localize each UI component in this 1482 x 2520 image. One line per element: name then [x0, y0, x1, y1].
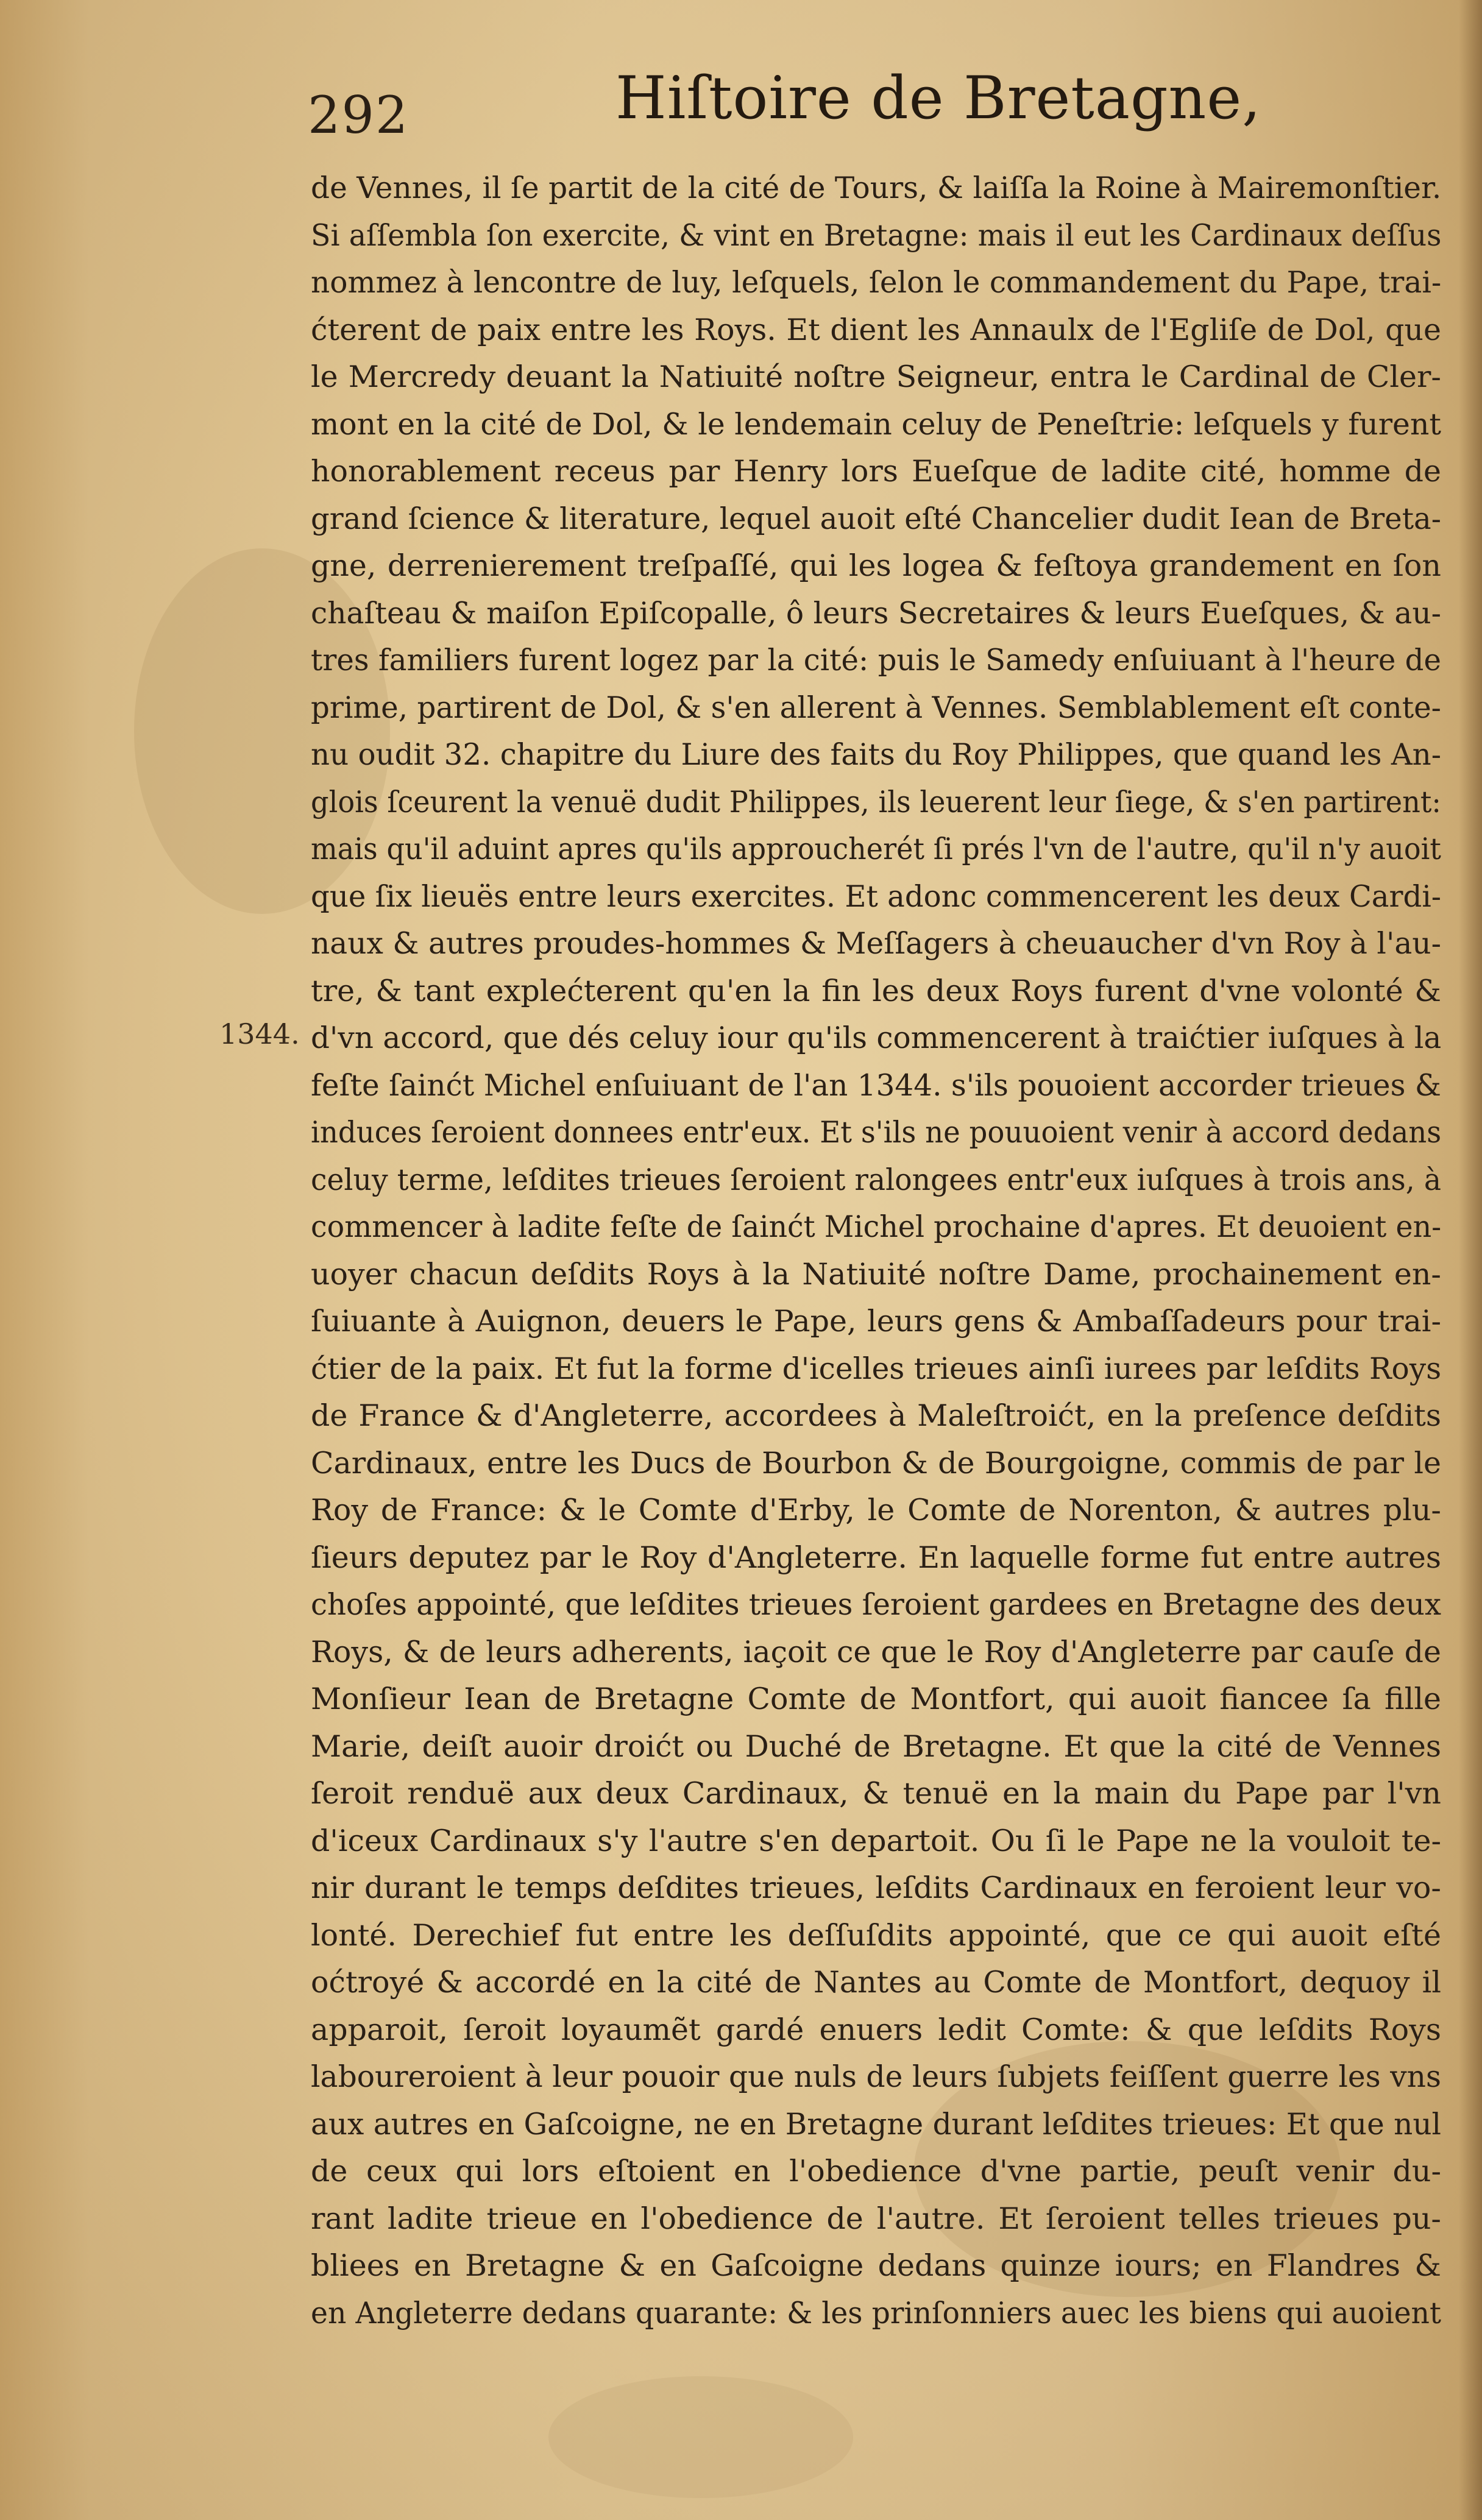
text-line: gne, derrenierement treſpaſſé, qui les logea & feſtoya grandement en ſon [311, 548, 1441, 583]
text-line: ſuiuante à Auignon, deuers le Pape, leurs gens & Ambaſſadeurs pour trai- [311, 1304, 1441, 1339]
text-line: de Vennes, il ſe partit de la cité de Tours, & laiſſa la Roine à Mairemonſtier. [311, 171, 1442, 205]
text-line: d'iceux Cardinaux s'y l'autre s'en departoit. Ou ſi le Pape ne la vouloit te- [311, 1823, 1441, 1858]
main-text-block [311, 165, 1441, 2337]
text-line: glois ſceurent la venuë dudit Philippes, ils leuerent leur ſiege, & s'en partirent: [311, 784, 1441, 819]
text-line: mais qu'il aduint apres qu'ils approucherét ſi prés l'vn de l'autre, qu'il n'y auoit [311, 832, 1441, 866]
binding-gutter-shadow [1459, 0, 1482, 2520]
text-line: commencer à ladite feſte de ſainćt Michel prochaine d'apres. Et deuoient en- [311, 1209, 1442, 1244]
running-title: Hiſtoire de Bretagne, [615, 64, 1261, 132]
text-line: rant ladite trieue en l'obedience de l'autre. Et ſeroient telles trieues pu- [311, 2201, 1441, 2236]
paper-stain [548, 2376, 853, 2498]
text-line: ſieurs deputez par le Roy d'Angleterre. En laquelle forme fut entre autres [311, 1540, 1441, 1575]
text-line: ſeroit renduë aux deux Cardinaux, & tenuë en la main du Pape par l'vn [311, 1776, 1441, 1811]
text-line: chaſteau & maiſon Epiſcopalle, ô leurs Secretaires & leurs Eueſques, & au- [311, 595, 1442, 631]
text-line: prime, partirent de Dol, & s'en allerent à Vennes. Semblablement eſt conte- [311, 690, 1441, 725]
text-line: uoyer chacun deſdits Roys à la Natiuité noſtre Dame, prochainement en- [311, 1256, 1441, 1292]
text-line: lonté. Derechief fut entre les deſſuſdits appointé, que ce qui auoit eſté [311, 1917, 1441, 1953]
text-line: induces ſeroient donnees entr'eux. Et s'ils ne pouuoient venir à accord dedans [311, 1115, 1442, 1150]
text-line: Cardinaux, entre les Ducs de Bourbon & de Bourgoigne, commis de par le [311, 1445, 1441, 1481]
text-line: Monſieur Iean de Bretagne Comte de Montfort, qui auoit fiancee ſa fille [311, 1682, 1441, 1716]
text-line: choſes appointé, que leſdites trieues ſeroient gardees en Bretagne des deux [311, 1587, 1441, 1622]
text-line: d'vn accord, que dés celuy iour qu'ils commencerent à traićtier iuſques à la [311, 1021, 1442, 1055]
text-line: ćterent de paix entre les Roys. Et dient les Annaulx de l'Egliſe de Dol, que [311, 312, 1441, 347]
text-line: que ſix lieuës entre leurs exercites. Et adonc commencerent les deux Cardi- [311, 879, 1441, 914]
text-line: tre, & tant explećterent qu'en la fin les deux Roys furent d'vne volonté & [311, 973, 1441, 1008]
text-line: Marie, deiſt auoir droićt ou Duché de Bretagne. Et que la cité de Vennes [311, 1729, 1441, 1764]
text-line: bliees en Bretagne & en Gaſcoigne dedans quinze iours; en Flandres & [311, 2248, 1441, 2283]
text-line: feſte ſainćt Michel enſuiuant de l'an 1344. s'ils pouoient accorder trieues & [311, 1067, 1441, 1103]
text-line: le Mercredy deuant la Natiuité noſtre Seigneur, entra le Cardinal de Cler- [311, 359, 1441, 394]
text-line: grand ſcience & literature, lequel auoit eſté Chancelier dudit Iean de Breta- [311, 501, 1441, 536]
text-line: oćtroyé & accordé en la cité de Nantes au Comte de Montfort, dequoy il [311, 1965, 1441, 2000]
text-line: de France & d'Angleterre, accordees à Maleſtroićt, en la preſence deſdits [311, 1398, 1441, 1433]
text-line: mont en la cité de Dol, & le lendemain celuy de Peneſtrie: leſquels y furent [311, 406, 1441, 442]
text-line: tres familiers furent logez par la cité: puis le Samedy enſuiuant à l'heure de [311, 643, 1441, 678]
text-line: apparoit, ſeroit loyaumẽt gardé enuers ledit Comte: & que leſdits Roys [311, 2012, 1441, 2047]
text-line: en Angleterre dedans quarante: & les prinſonniers auec les biens qui auoient [311, 2295, 1441, 2331]
text-line: Si aſſembla ſon exercite, & vint en Bretagne: mais il eut les Cardinaux deſſus [311, 218, 1442, 253]
text-line: nu oudit 32. chapitre du Liure des faits du Roy Philippes, que quand les An- [311, 737, 1442, 772]
text-line: honorablement receus par Henry lors Eueſque de ladite cité, homme de [311, 454, 1441, 489]
text-line: nir durant le temps deſdites trieues, leſdits Cardinaux en feroient leur vo- [311, 1871, 1441, 1905]
text-line: nommez à lencontre de luy, leſquels, ſelon le commandement du Pape, trai- [311, 265, 1442, 300]
text-line: laboureroient à leur pouoir que nuls de leurs ſubjets feiſſent guerre les vns [311, 2059, 1441, 2094]
text-line: aux autres en Gaſcoigne, ne en Bretagne durant leſdites trieues: Et que nul [311, 2106, 1441, 2142]
text-line: de ceux qui lors eſtoient en l'obedience d'vne partie, peuſt venir du- [311, 2154, 1441, 2189]
text-line: ćtier de la paix. Et fut la forme d'icelles trieues ainſi iurees par leſdits Roys [311, 1351, 1442, 1386]
text-line: naux & autres proudes-hommes & Meſſagers à cheuaucher d'vn Roy à l'au- [311, 926, 1441, 961]
text-line: Roy de France: & le Comte d'Erby, le Comte de Norenton, & autres plu- [311, 1493, 1441, 1527]
text-line: Roys, & de leurs adherents, iaçoit ce que le Roy d'Angleterre par cauſe de [311, 1634, 1441, 1669]
text-line: celuy terme, leſdites trieues ſeroient ralongees entr'eux iuſques à trois ans, à [311, 1162, 1441, 1197]
margin-note-year: 1344. [219, 1018, 300, 1050]
page-number: 292 [308, 85, 410, 145]
